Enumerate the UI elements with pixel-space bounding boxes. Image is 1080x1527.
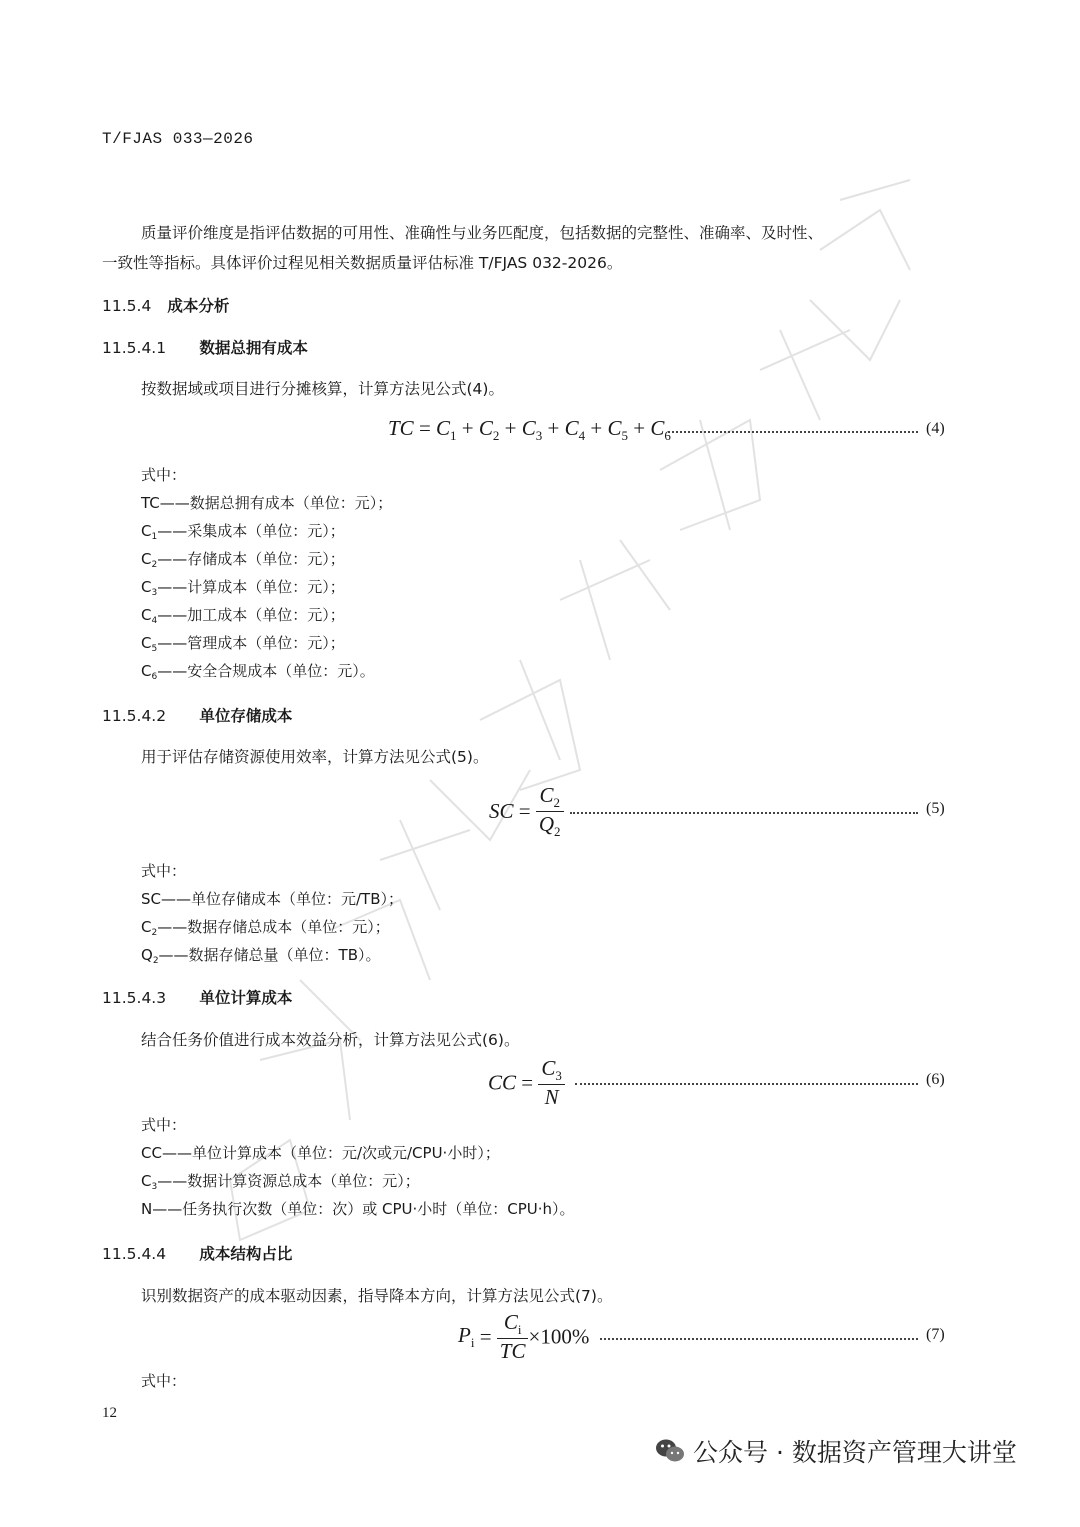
heading-11-5-4-4 bbox=[102, 1242, 292, 1264]
heading-number: 11.5.4.1 bbox=[102, 339, 167, 357]
formula-lhs: TC bbox=[388, 416, 414, 440]
def-item: $C_2——$存储成本（单位：元）； bbox=[141, 550, 345, 570]
formula-7: $P_i$ = $\frac{C_i}{TC}$ ×100% bbox=[458, 1310, 590, 1363]
where-label: 式中： bbox=[141, 862, 187, 880]
heading-number: 11.5.4.2 bbox=[102, 707, 167, 725]
heading-number: 11.5.4 bbox=[102, 297, 152, 315]
heading-title: 单位存储成本 bbox=[199, 707, 293, 725]
heading-11-5-4 bbox=[102, 294, 229, 316]
heading-11-5-4-2 bbox=[102, 704, 292, 726]
def-item: $C_3——$计算成本（单位：元）； bbox=[141, 578, 345, 598]
intro-line-1: 质量评价维度是指评估数据的可用性、准确性与业务匹配度，包括数据的完整性、准确率、及时性、 bbox=[141, 224, 824, 242]
s1-text: 按数据域或项目进行分摊核算，计算方法见公式(4)。 bbox=[141, 380, 504, 398]
watermark-text: 公众号 · 数据资产管理大讲堂 bbox=[693, 1438, 1017, 1467]
formula-6: CC = $\frac{C_3}{N}$ bbox=[488, 1056, 565, 1110]
equation-number-7: (7) bbox=[926, 1326, 945, 1343]
s2-text: 用于评估存储资源使用效率，计算方法见公式(5)。 bbox=[141, 748, 489, 766]
where-label: 式中： bbox=[141, 1116, 187, 1134]
formula-4: TC = $C_1 + C_2 + C_3 + C_4 + C_5 + C_6$ bbox=[388, 416, 671, 443]
where-label: 式中： bbox=[141, 466, 187, 484]
equation-number-5: (5) bbox=[926, 800, 945, 817]
heading-number: 11.5.4.3 bbox=[102, 989, 167, 1007]
equation-number-4: (4) bbox=[926, 420, 945, 437]
def-item: $Q_2——$数据存储总量（单位：TB）。 bbox=[141, 946, 381, 966]
page-number: 12 bbox=[102, 1405, 117, 1421]
equation-number-6: (6) bbox=[926, 1071, 945, 1088]
s4-text: 识别数据资产的成本驱动因素，指导降本方向，计算方法见公式(7)。 bbox=[141, 1287, 613, 1305]
doc-code-header: T/FJAS 033—2026 bbox=[102, 130, 254, 148]
def-item: $C_5——$管理成本（单位：元）； bbox=[141, 634, 345, 654]
def-item: TC——数据总拥有成本（单位：元）； bbox=[141, 494, 393, 512]
leader-dots bbox=[600, 1338, 918, 1340]
heading-title: 单位计算成本 bbox=[199, 989, 293, 1007]
heading-11-5-4-3 bbox=[102, 986, 292, 1008]
heading-11-5-4-1 bbox=[102, 336, 308, 358]
def-item: $C_1——$采集成本（单位：元）； bbox=[141, 522, 345, 542]
formula-5: SC = $\frac{C_2}{Q_2}$ bbox=[489, 783, 564, 840]
heading-title: 数据总拥有成本 bbox=[199, 339, 308, 357]
leader-dots bbox=[570, 812, 918, 814]
leader-dots bbox=[575, 1083, 918, 1085]
def-item: $C_3——$数据计算资源总成本（单位：元）； bbox=[141, 1172, 420, 1192]
wechat-icon bbox=[655, 1438, 685, 1464]
def-item: SC——单位存储成本（单位：元/TB）； bbox=[141, 890, 404, 908]
def-item: N——任务执行次数（单位：次）或 CPU·小时（单位：CPU·h）。 bbox=[141, 1200, 575, 1218]
intro-line-2: 一致性等指标。具体评价过程见相关数据质量评估标准 T/FJAS 032-2026。 bbox=[102, 254, 623, 272]
where-label: 式中： bbox=[141, 1372, 187, 1390]
leader-dots bbox=[668, 431, 918, 433]
def-item: CC——单位计算成本（单位：元/次或元/CPU·小时）； bbox=[141, 1144, 500, 1162]
wechat-watermark bbox=[655, 1433, 1017, 1469]
s3-text: 结合任务价值进行成本效益分析，计算方法见公式(6)。 bbox=[141, 1031, 520, 1049]
heading-title: 成本分析 bbox=[167, 297, 230, 315]
def-item: $C_4——$加工成本（单位：元）； bbox=[141, 606, 345, 626]
def-item: $C_6——$安全合规成本（单位：元）。 bbox=[141, 662, 375, 682]
def-item: $C_2——$数据存储总成本（单位：元）； bbox=[141, 918, 390, 938]
heading-number: 11.5.4.4 bbox=[102, 1245, 167, 1263]
heading-title: 成本结构占比 bbox=[199, 1245, 293, 1263]
